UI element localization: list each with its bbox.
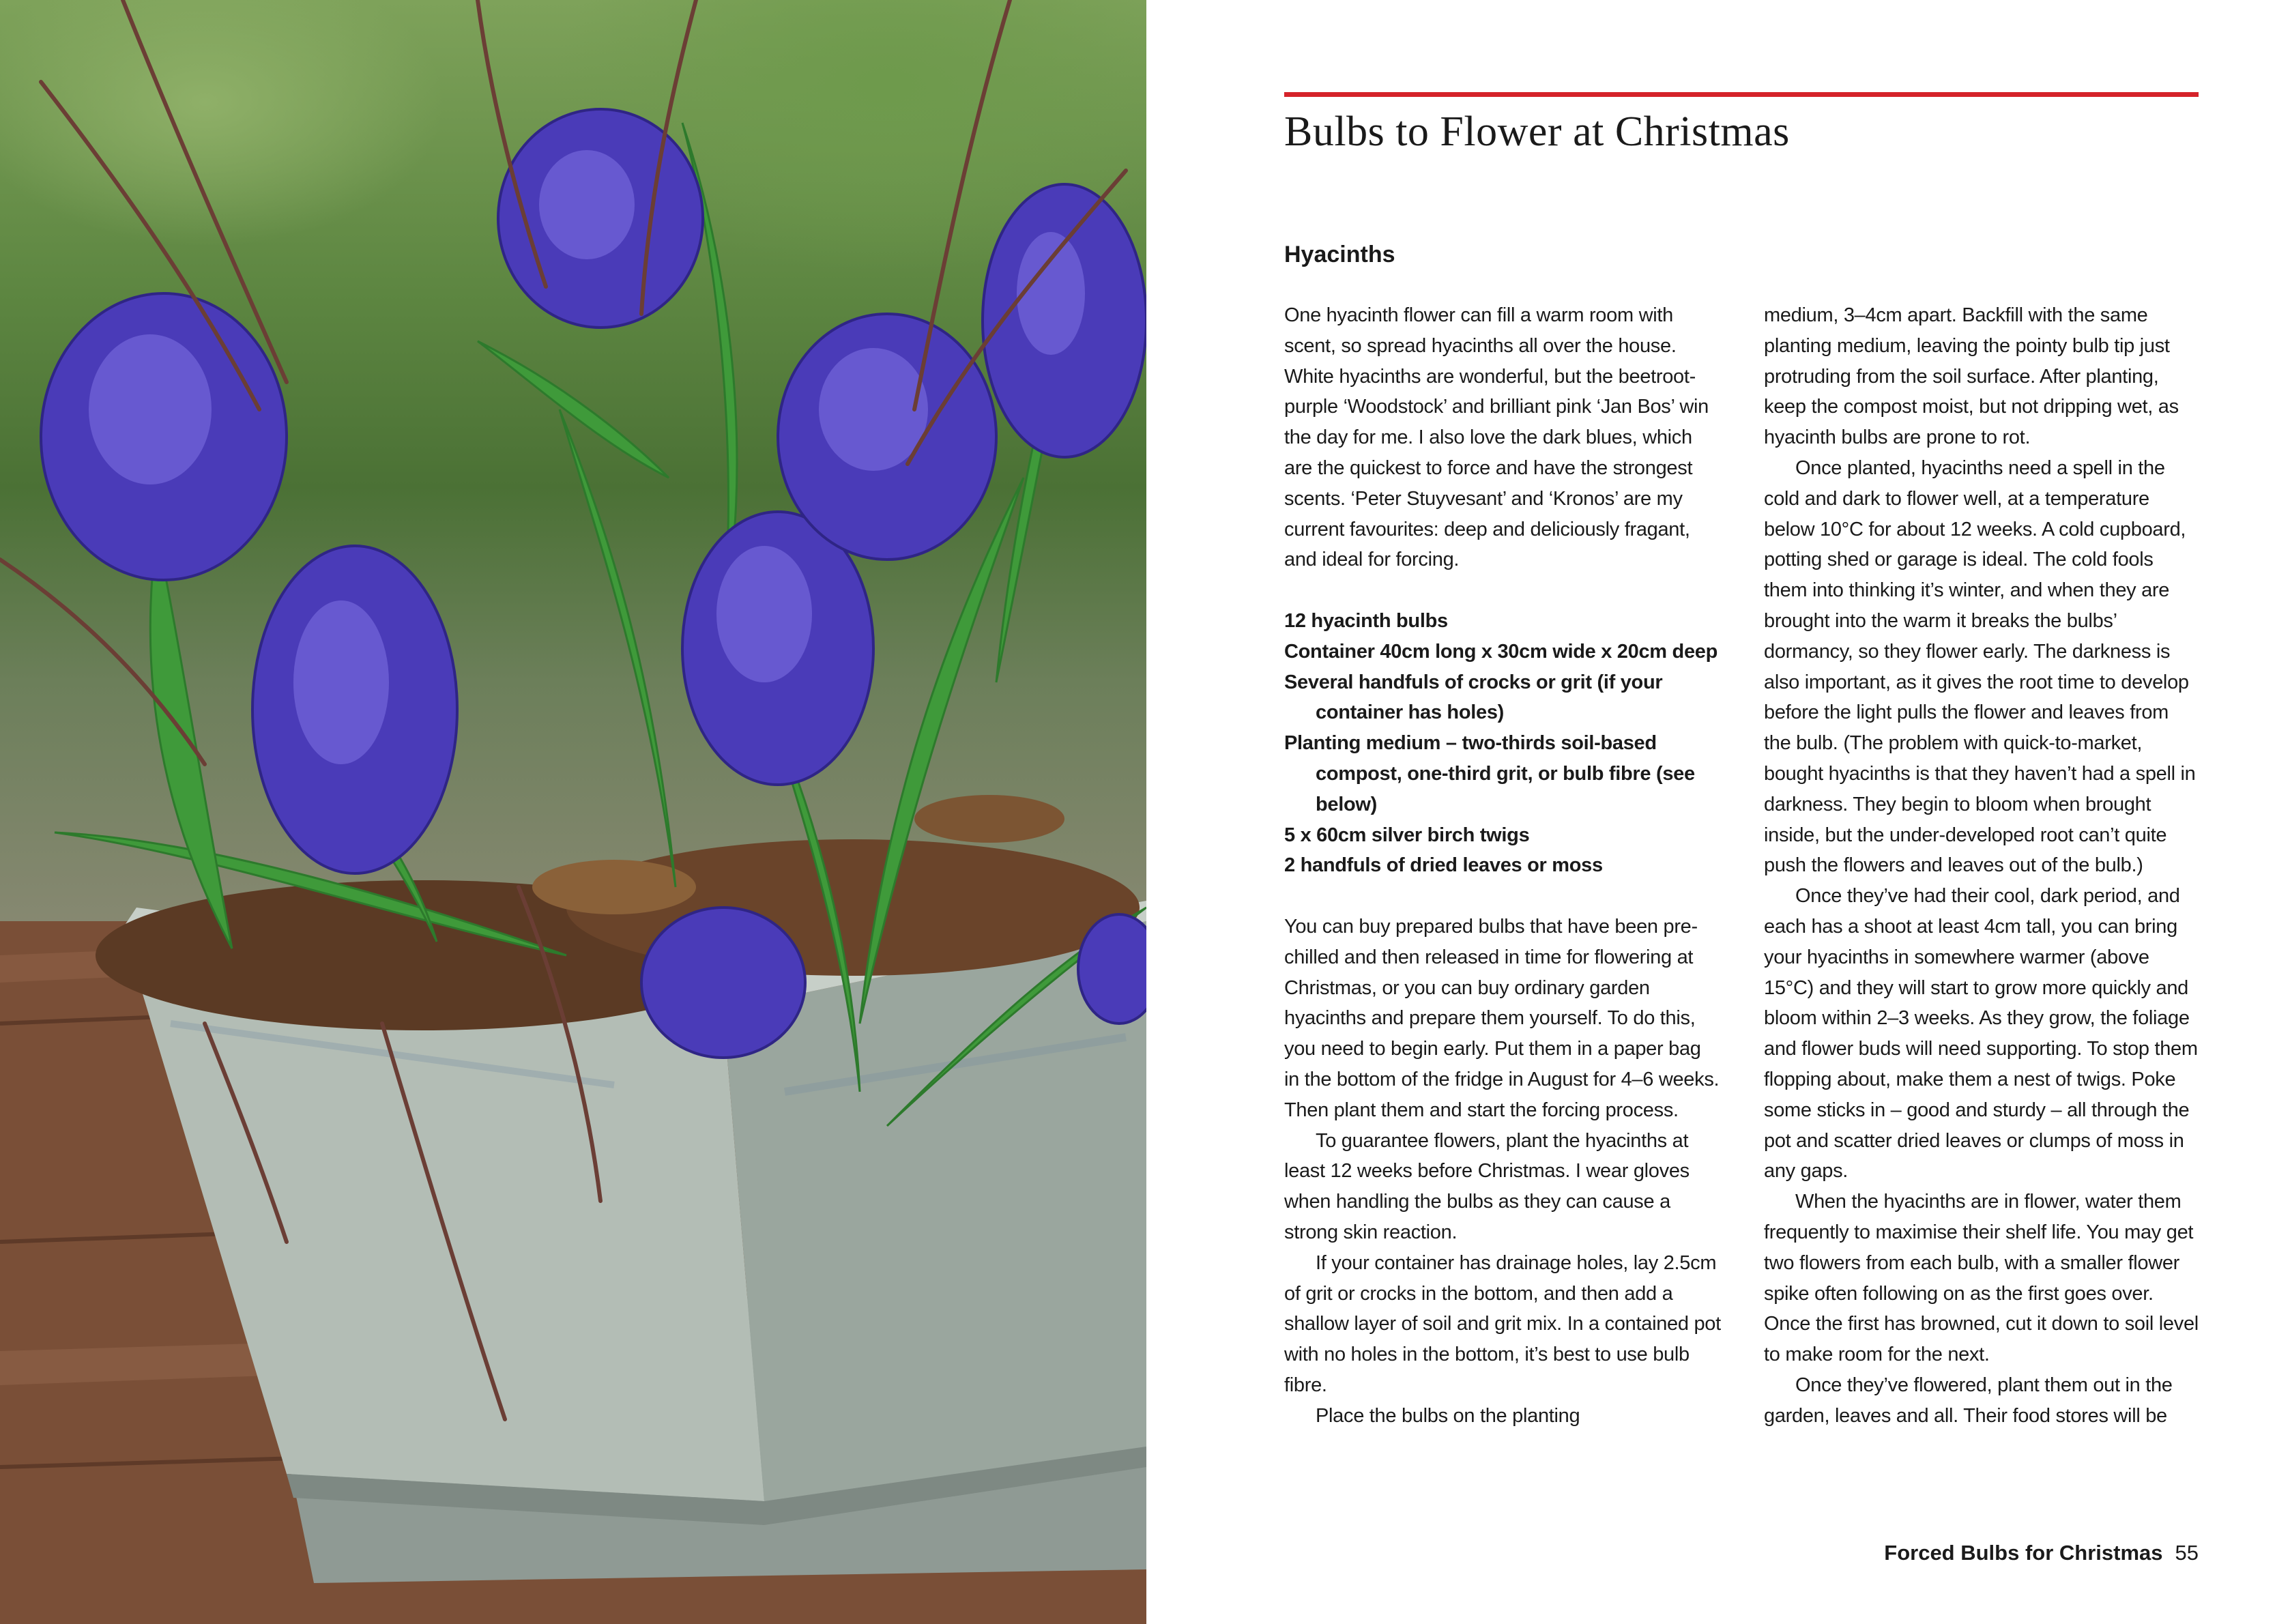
materials-list xyxy=(1284,606,1721,881)
text-column-left xyxy=(1284,300,1721,1431)
footer-chapter-title: Forced Bulbs for Christmas xyxy=(1884,1541,2163,1565)
paragraph-gap xyxy=(1284,881,1721,912)
materials-item: 5 x 60cm silver birch twigs xyxy=(1284,824,1530,846)
materials-item: 2 handfuls of dried leaves or moss xyxy=(1284,854,1603,877)
section-heading: Hyacinths xyxy=(1284,242,1395,267)
paragraph-gap xyxy=(1284,575,1721,606)
materials-item: Container 40cm long x 30cm wide x 20cm deep xyxy=(1284,640,1718,663)
body-paragraph: You can buy prepared bulbs that have been pre-chilled and then released in time for flowering at Christmas, or you can buy ordinary garden hyacinths and prepare them yourself. To do this, you need to begin early. Put them in a paper bag in the bottom of the fridge in August for 4–6 weeks. Then plant them and start the forcing process. xyxy=(1284,915,1720,1121)
text-column-right xyxy=(1764,300,2201,1431)
materials-item: Several handfuls of crocks or grit (if your container has holes) xyxy=(1284,671,1663,724)
body-paragraph: When the hyacinths are in flower, water them frequently to maximise their shelf life. You may get two flowers from each bulb, with a smaller flower spike often following on as the first goes over. Once the first has browned, cut it down to soil level to make room for the next. xyxy=(1764,1191,2199,1366)
intro-paragraph: One hyacinth flower can fill a warm room with scent, so spread hyacinths all over the house. White hyacinths are wonderful, but the beetroot-purple ‘Woodstock’ and brilliant pink ‘Jan Bos’ win the day for me. I also love the dark blues, which are the quickest to force and have the strongest scents. ‘Peter Stuyvesant’ and ‘Kronos’ are my current favourites: deep and deliciously fragant, and ideal for forcing. xyxy=(1284,304,1709,571)
body-paragraph: Once planted, hyacinths need a spell in the cold and dark to flower well, at a temperature below 10°C for about 12 weeks. A cold cupboard, potting shed or garage is ideal. The cold fools them into thinking it’s winter, and when they are brought into the warm it breaks the bulbs’ dormancy, so they flower early. The darkness is also important, as it gives the root time to develop before the light pulls the flower and leaves from the bulb. (The problem with quick-to-market, bought hyacinths is that they haven’t had a spell in darkness. They begin to bloom when brought inside, but the under-developed root can’t quite push the flowers and leaves out of the bulb.) xyxy=(1764,456,2196,877)
body-paragraph: Once they’ve flowered, plant them out in the garden, leaves and all. Their food stores will be xyxy=(1764,1374,2173,1427)
materials-item: Planting medium – two-thirds soil-based compost, one-third grit, or bulb fibre (see below) xyxy=(1284,732,1695,815)
materials-item: 12 hyacinth bulbs xyxy=(1284,609,1448,632)
page-title: Bulbs to Flower at Christmas xyxy=(1284,108,1790,155)
text-page xyxy=(1146,0,2290,1624)
title-rule xyxy=(1284,92,2199,97)
page-number: 55 xyxy=(2175,1541,2199,1565)
body-paragraph: If your container has drainage holes, lay 2.5cm of grit or crocks in the bottom, and then add a shallow layer of soil and grit mix. In a contained pot with no holes in the bottom, it’s best to use bulb fibre. xyxy=(1284,1251,1721,1396)
page-footer xyxy=(1884,1541,2199,1565)
body-paragraph: Place the bulbs on the planting xyxy=(1316,1404,1580,1427)
body-paragraph: Once they’ve had their cool, dark period, and each has a shoot at least 4cm tall, you can bring your hyacinths in somewhere warmer (above 15°C) and they will start to grow more quickly and bloom within 2–3 weeks. As they grow, the foliage and flower buds will need supporting. To stop them flopping about, make them a nest of twigs. Poke some sticks in – good and sturdy – all through the pot and scatter dried leaves or clumps of moss in any gaps. xyxy=(1764,885,2198,1183)
body-paragraph: To guarantee flowers, plant the hyacinths at least 12 weeks before Christmas. I wear gloves when handling the bulbs as they can cause a strong skin reaction. xyxy=(1284,1129,1690,1243)
body-paragraph: medium, 3–4cm apart. Backfill with the same planting medium, leaving the pointy bulb tip just protruding from the soil surface. After planting, keep the compost moist, but not dripping wet, as hyacinth bulbs are prone to rot. xyxy=(1764,304,2179,449)
